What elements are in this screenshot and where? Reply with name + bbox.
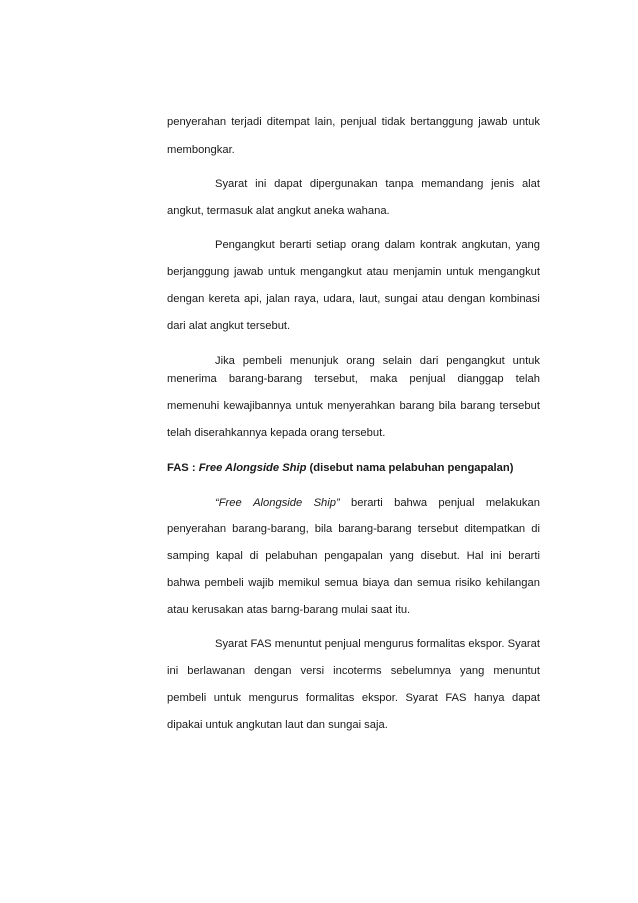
word: FAS (250, 638, 272, 650)
word: maka (369, 373, 398, 385)
paragraph-3-line-3 (167, 292, 540, 306)
word: dapat (511, 692, 540, 704)
word: ekspor. (361, 692, 398, 704)
word: di (531, 523, 540, 535)
word: ditempat (266, 116, 310, 128)
word: bahwa (167, 577, 200, 589)
section-heading (167, 461, 540, 475)
word: jalan (266, 293, 290, 305)
word: barang-barang (338, 523, 412, 535)
word: penjual (340, 116, 377, 128)
word: pelabuhan (265, 550, 318, 562)
word: “Free (215, 497, 242, 509)
word: dianggap (457, 373, 504, 385)
word: dengan (254, 665, 292, 677)
word: tersebut, (314, 373, 358, 385)
word: raya, (294, 293, 319, 305)
heading-suffix: (disebut nama pelabuhan pengapalan) (306, 462, 514, 474)
word: menuntut (274, 638, 322, 650)
word: dengan (447, 293, 486, 305)
word: ini (490, 550, 502, 562)
word: kewajibannya (223, 400, 292, 412)
word: mengurus (248, 692, 299, 704)
word: terjadi (231, 116, 262, 128)
word: Syarat (405, 692, 438, 704)
word: untuk (512, 355, 540, 367)
word: Syarat (215, 638, 248, 650)
word: memandang (421, 178, 484, 190)
paragraph-6-line-3 (167, 691, 540, 705)
word: dipergunakan (309, 178, 378, 190)
word: angkutan, (461, 239, 511, 251)
word: penjual (409, 373, 446, 385)
word: pengapalan (324, 550, 383, 562)
word: Jika (215, 355, 235, 367)
word: sungai (384, 293, 418, 305)
paragraph-3-line-1 (215, 238, 540, 252)
word: pembeli (242, 355, 282, 367)
word: pembeli (167, 692, 207, 704)
paragraph-4-line-2 (167, 372, 540, 386)
paragraph-6-line-1 (215, 637, 540, 651)
paragraph-4-line-3 (167, 399, 540, 413)
word: barang-barang (228, 373, 303, 385)
word: pembeli (204, 577, 244, 589)
word: barang-barang, (232, 523, 309, 535)
paragraph-6-line-4: dipakai untuk angkutan laut dan sungai saja. (167, 719, 388, 731)
word: memenuhi (167, 400, 220, 412)
paragraph-6-line-2 (167, 664, 540, 678)
word: bila (438, 400, 457, 412)
word: risiko (455, 577, 482, 589)
word: dengan (167, 293, 205, 305)
word: penyerahan (167, 116, 227, 128)
word: bila (314, 523, 333, 535)
paragraph-2-line-1 (215, 177, 540, 191)
word: FAS (445, 692, 467, 704)
paragraph-5-line-4 (167, 576, 540, 590)
paragraph-1-line-1 (167, 115, 540, 129)
word: ini (255, 178, 267, 190)
word: penyerahan (167, 523, 227, 535)
word: kontrak (420, 239, 457, 251)
word: menunjuk (289, 355, 339, 367)
paragraph-4-line-4: telah diserahkannya kepada orang tersebut. (167, 427, 386, 439)
word: ditempatkan (464, 523, 526, 535)
word: yang (460, 665, 485, 677)
word: selain (382, 355, 412, 367)
word: berarti (508, 550, 540, 562)
word: menuntut (493, 665, 540, 677)
word: barang (460, 400, 496, 412)
word: alat (521, 178, 540, 190)
word: formalitas (416, 638, 466, 650)
word: memikul (278, 577, 320, 589)
word: semua (417, 577, 451, 589)
word: semua (324, 577, 359, 589)
word: kereta (208, 293, 240, 305)
word: Syarat (507, 638, 540, 650)
word: untuk (512, 116, 540, 128)
word: wajib (248, 577, 274, 589)
word: orang (351, 239, 380, 251)
word: Alongside (253, 497, 303, 509)
paragraph-2-line-2: angkut, termasuk alat angkut aneka wahana. (167, 205, 390, 217)
paragraph-5-line-3 (167, 549, 540, 563)
word: udara, (323, 293, 355, 305)
word: pengangkut (446, 355, 505, 367)
word: untuk (213, 692, 242, 704)
word: ini (167, 665, 179, 677)
word: incoterms (333, 665, 382, 677)
word: menerima (167, 373, 217, 385)
word: dapat (274, 178, 303, 190)
word: versi (300, 665, 325, 677)
word: yang (515, 239, 540, 251)
word: di (249, 550, 259, 562)
word: setiap (316, 239, 347, 251)
word: telah (515, 373, 540, 385)
word: tersebut (417, 523, 459, 535)
paragraph-5-line-5: atau kerusakan atas barng-barang mulai saat itu. (167, 604, 411, 616)
word: berjanggung (167, 266, 230, 278)
word: atau (421, 293, 444, 305)
word: disebut. (420, 550, 460, 562)
heading-term: Free Alongside Ship (198, 462, 307, 474)
paragraph-1-line-2: membongkar. (167, 144, 235, 156)
word: orang (346, 355, 375, 367)
word: tersebut (499, 400, 540, 412)
word: menyerahkan (327, 400, 396, 412)
word: bahwa (394, 497, 428, 509)
word: Pengangkut (215, 239, 275, 251)
word: kapal (216, 550, 243, 562)
word: api, (243, 293, 262, 305)
word: Ship” (313, 497, 340, 509)
word: Hal (466, 550, 484, 562)
word: untuk (295, 400, 324, 412)
paragraph-4-line-1 (215, 354, 540, 368)
word: formalitas (305, 692, 355, 704)
word: untuk (267, 266, 296, 278)
paragraph-3-line-4: dari alat angkut tersebut. (167, 320, 291, 332)
word: yang (389, 550, 414, 562)
paragraph-3-line-2 (167, 265, 540, 279)
word: kombinasi (489, 293, 540, 305)
word: Syarat (215, 178, 248, 190)
word: jenis (491, 178, 515, 190)
word: kehilangan (485, 577, 540, 589)
word: berarti (351, 497, 383, 509)
word: penjual (324, 638, 361, 650)
word: sebelumnya (390, 665, 452, 677)
paragraph-5-line-1 (215, 496, 540, 510)
word: berarti (279, 239, 312, 251)
word: hanya (473, 692, 505, 704)
word: lain, (314, 116, 336, 128)
word: penjual (438, 497, 475, 509)
word: jawab (233, 266, 264, 278)
word: samping (167, 550, 210, 562)
word: jawab (478, 116, 508, 128)
word: mengangkut (300, 266, 362, 278)
word: atau (366, 266, 389, 278)
word: ekspor. (468, 638, 505, 650)
word: laut, (359, 293, 381, 305)
word: dari (419, 355, 439, 367)
word: untuk (446, 266, 474, 278)
word: dalam (384, 239, 416, 251)
word: dan (393, 577, 413, 589)
word: biaya (362, 577, 390, 589)
word: mengangkut (478, 266, 540, 278)
word: melakukan (485, 497, 540, 509)
word: tidak (381, 116, 406, 128)
word: tanpa (385, 178, 414, 190)
paragraph-5-line-2 (167, 522, 540, 536)
heading-prefix: FAS : (167, 462, 199, 474)
word: menjamin (393, 266, 442, 278)
word: mengurus (363, 638, 414, 650)
word: bertanggung (410, 116, 474, 128)
word: barang (399, 400, 435, 412)
word: berlawanan (187, 665, 246, 677)
